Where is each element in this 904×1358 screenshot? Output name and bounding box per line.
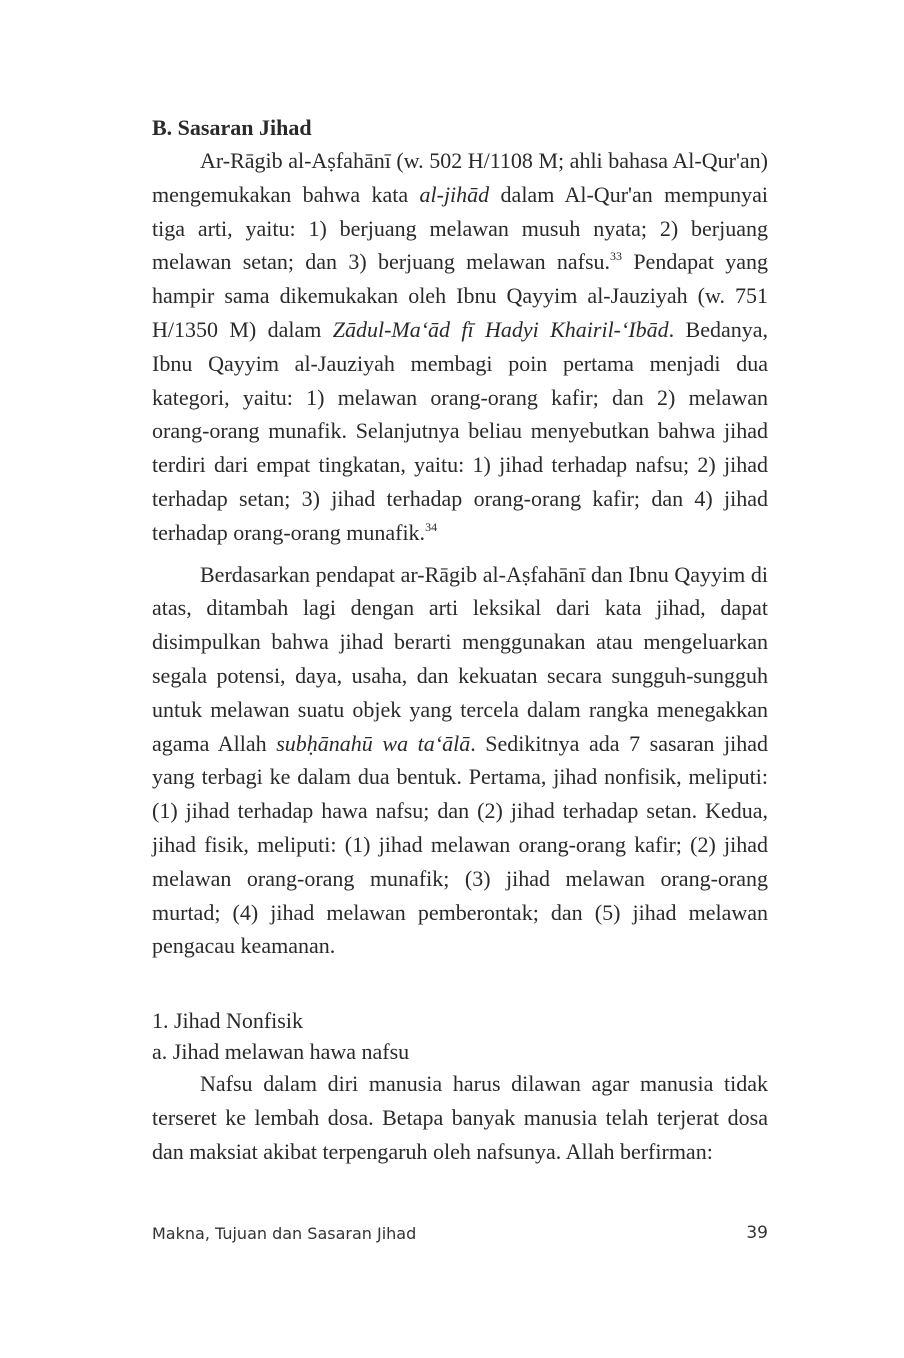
term-subhanahu-wa-taala: subḥānahū wa ta‘ālā — [276, 730, 471, 756]
footnote-ref-33[interactable]: 33 — [610, 249, 623, 264]
paragraph-1-text-d: Pendapat yang hampir sama dikemukakan oleh Ibnu Qayyim al-Jauziyah (w. 751 H/1350 M) dalam — [152, 249, 768, 342]
paragraph-2-text-c: . Sedikitnya ada 7 sasaran jihad yang terbagi ke dalam dua bentuk. Pertama, jihad nonfisik, meliputi: (1) jihad terhadap hawa nafsu; dan (2) jihad terhadap setan. Kedua, jihad fisik, meliputi: (1) jihad melawan orang-orang kafir; (2) jihad melawan orang-orang munafik; (3) jihad melawan orang-orang murtad; (4) jihad melawan pemberontak; dan (5) jihad melawan pengacau keamanan. — [152, 730, 768, 959]
paragraph-2-text-a: Berdasarkan pendapat ar-Rāgib al-Aṣfahānī dan Ibnu Qayyim di atas, ditambah lagi dengan arti leksikal dari kata jihad, dapat disimpulkan bahwa jihad berarti menggunakan atau mengeluarkan segala potensi, daya, usaha, dan kekuatan secara sungguh-sungguh untuk melawan suatu objek yang tercela dalam rangka menegakkan agama Allah — [152, 561, 768, 756]
page-content — [152, 112, 768, 1169]
paragraph-3: Nafsu dalam diri manusia harus dilawan agar manusia tidak terseret ke lembah dosa. Betapa banyak manusia telah terjerat dosa dan maksiat akibat terpengaruh oleh nafsunya. Allah berfirman: — [152, 1071, 768, 1164]
section-heading: B. Sasaran Jihad — [152, 115, 312, 140]
subheading-jihad-nonfisik: 1. Jihad Nonfisik — [152, 1008, 303, 1034]
footer-book-title: Makna, Tujuan dan Sasaran Jihad — [152, 1224, 417, 1243]
paragraph-1 — [152, 144, 768, 550]
term-al-jihad: al-jihād — [419, 181, 490, 207]
page-number: 39 — [746, 1223, 768, 1243]
paragraph-1-text-c: dalam Al-Qur'an mempunyai tiga arti, yaitu: 1) berjuang melawan musuh nyata; 2) berjuang melawan setan; dan 3) berjuang melawan nafsu. — [152, 181, 768, 275]
paragraph-1-text-f: . Bedanya, Ibnu Qayyim al-Jauziyah membagi poin pertama menjadi dua kategori, yaitu: 1) melawan orang-orang kafir; dan 2) melawan orang-orang munafik. Selanjutnya beliau menyebutkan bahwa jihad terdiri dari empat tingkatan, yaitu: 1) jihad terhadap nafsu; 2) jihad terhadap setan; 3) jihad terhadap orang-orang kafir; dan 4) jihad terhadap orang-orang munafik. — [152, 316, 768, 545]
footnote-ref-34[interactable]: 34 — [425, 519, 438, 534]
paragraph-2 — [152, 558, 768, 964]
subheading-jihad-hawa-nafsu: a. Jihad melawan hawa nafsu — [152, 1039, 410, 1065]
paragraph-1-text-a: Ar-Rāgib al-Aṣfahānī (w. 502 H/1108 M; ahli bahasa Al-Qur'an) mengemukakan bahwa kata — [152, 148, 768, 207]
book-title-zadul-maad: Zādul-Ma‘ād fī Hadyi Khairil-‘Ibād — [332, 316, 669, 342]
